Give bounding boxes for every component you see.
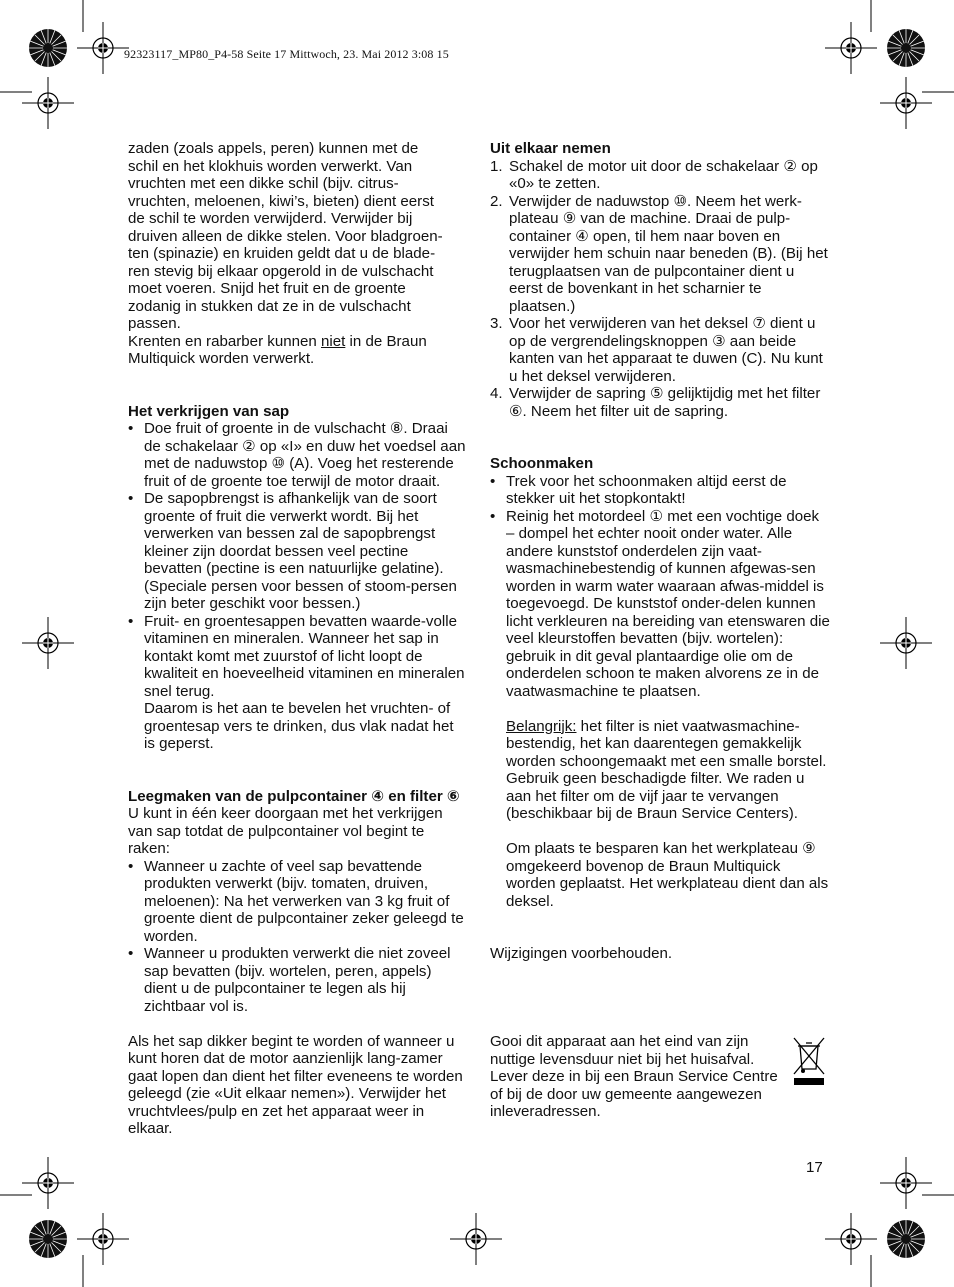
list-item: 2. Verwijder de naduwstop ⑩. Neem het werk-plateau ⑨ van de machine. Draai de pulp-container ④ open, til hem naar boven en verwijder hem schuin naar beneden (B). (Bij het terugplaatsen van de pulpcontainer dient u eerst de bovenkant in het scharnier te plaatsen.): [490, 192, 828, 315]
list-item: 3. Voor het verwijderen van het deksel ⑦ dient u op de vergrendelingsknoppen ③ aan beide kanten van het apparaat te duwen (C). Nu kunt u het deksel verwijderen.: [490, 315, 823, 385]
list-item: 4. Verwijder de sapring ⑤ gelijktijdig met het filter ⑥. Neem het filter uit de sapring.: [490, 385, 821, 420]
schoonmaken-list: [490, 473, 830, 701]
print-header: 92323117_MP80_P4-58 Seite 17 Mittwoch, 23. Mai 2012 3:08 15: [124, 47, 449, 61]
list-item: • Wanneer u zachte of veel sap bevattende produkten verwerkt (bijv. tomaten, druiven, meloenen): Na het verwerken van 3 kg fruit of groente dient de pulpcontainer zeker geleegd te worden.: [128, 858, 466, 946]
intro-paragraph: zaden (zoals appels, peren) kunnen met de schil en het klokhuis worden verwerkt. Van vruchten met een dikke schil (bijv. citrus- vruchten, meloenen, kiwi’s, bieten) dient eerst de schil te worden verwijderd. Verwijder bij druiven alleen de dikke stelen. Voor bladgroen- ten (spinazie) en kruiden geldt dat u de blade- ren stevig bij elkaar opgerold in de vulschacht moet voeren. Snijd het fruit en de groente zodanig in stukken dat ze in de vulschacht passen.: [128, 140, 443, 332]
disposal-paragraph: Gooi dit apparaat aan het eind van zijn nuttige levensduur niet bij het huisafval. Lever deze in bij een Braun Service Centre of bij de door uw gemeente aangewezen inleveradressen.: [490, 1033, 778, 1120]
left-column: [128, 140, 466, 1138]
list-item: 1. Schakel de motor uit door de schakelaar ② op «0» te zetten.: [490, 157, 818, 192]
section-heading-sap: Het verkrijgen van sap: [128, 402, 290, 420]
final-paragraph: Als het sap dikker begint te worden of wanneer u kunt horen dat de motor aanzienlijk lang-zamer gaat lopen dan dient het filter eveneens te worden geleegd (zie «Uit elkaar nemen»). Verwijder het vruchtvlees/pulp en zet het apparaat weer in elkaar.: [128, 1032, 463, 1137]
page-number: 17: [806, 1159, 823, 1176]
list-item: • Doe fruit of groente in de vulschacht ⑧. Draai de schakelaar ② op «I» en duw het voedsel aan met de naduwstop ⑩ (A). Voeg het resterende fruit of de groente toe terwijl de motor draait.: [128, 420, 466, 490]
belangrijk-paragraph: Belangrijk: het filter is niet vaatwasmachine-bestendig, het kan daarentegen gemakkelijk worden schoongemaakt met een smalle borstel. Gebruik geen beschadigde filter. We raden u aan het filter om de vijf jaar te vervangen (beschikbaar bij de Braun Service Centers).: [506, 717, 827, 822]
list-item: • De sapopbrengst is afhankelijk van de soort groente of fruit die verwerkt wordt. Bij het verwerken van bessen zal de sapopbrengst kleiner zijn doordat bessen veel pectine bevatten (pectine is een natuurlijke gelatine). (Speciale persen voor bessen of stoom-persen zijn beter geschikt voor bessen.): [128, 490, 466, 613]
list-item: • Trek voor het schoonmaken altijd eerst de stekker uit het stopkontakt!: [490, 473, 830, 508]
right-column: [490, 140, 830, 963]
sap-list: [128, 420, 466, 700]
list-item: • Wanneer u produkten verwerkt die niet zoveel sap bevatten (bijv. wortelen, peren, appels) dient u de pulpcontainer te legen als hij zichtbaar vol is.: [128, 945, 466, 1015]
plateau-paragraph: Om plaats te besparen kan het werkplateau ⑨ omgekeerd bovenop de Braun Multiquick worden geplaatst. Het werkplateau dient dan als deksel.: [506, 840, 829, 910]
leeg-list: [128, 858, 466, 1016]
leeg-paragraph: U kunt in één keer doorgaan met het verkrijgen van sap totdat de pulpcontainer vol begint te raken:: [128, 805, 443, 857]
section-heading-leegmaken: Leegmaken van de pulpcontainer ④ en filter ⑥: [128, 787, 460, 805]
section-heading-schoonmaken: Schoonmaken: [490, 455, 594, 472]
sap-extra-paragraph: Daarom is het aan te bevelen het vruchten- of groentesap vers te drinken, dus vlak nadat het is geperst.: [144, 700, 454, 752]
crossed-out-wheelie-bin-icon: [792, 1036, 826, 1086]
section-heading-uit-elkaar: Uit elkaar nemen: [490, 140, 611, 157]
krenten-paragraph: Krenten en rabarber kunnen niet in de Braun Multiquick worden verwerkt.: [128, 332, 427, 367]
list-item: • Fruit- en groentesappen bevatten waarde-volle vitaminen en mineralen. Wanneer het sap in kontakt komt met zuurstof of licht loopt de kwaliteit en hoeveelheid vitaminen en mineralen snel terug.: [128, 613, 466, 701]
wijzigingen-text: Wijzigingen voorbehouden.: [490, 945, 673, 962]
uit-elkaar-list: [490, 158, 830, 421]
list-item: • Reinig het motordeel ① met een vochtige doek – dompel het echter nooit onder water. Alle andere kunststof onderdelen zijn vaat-wasmachinebestendig of kunnen afgewas-sen worden in warm water waaraan afwas-middel is toegevoegd. De kunststof onder-delen kunnen licht verkleuren na bereiding van etenswaren die veel kleurstoffen bevatten (bijv. wortelen): gebruik in dit geval plantaardige olie om de onderdelen schoon te maken alvorens ze in de vaatwasmachine te plaatsen.: [490, 508, 830, 701]
